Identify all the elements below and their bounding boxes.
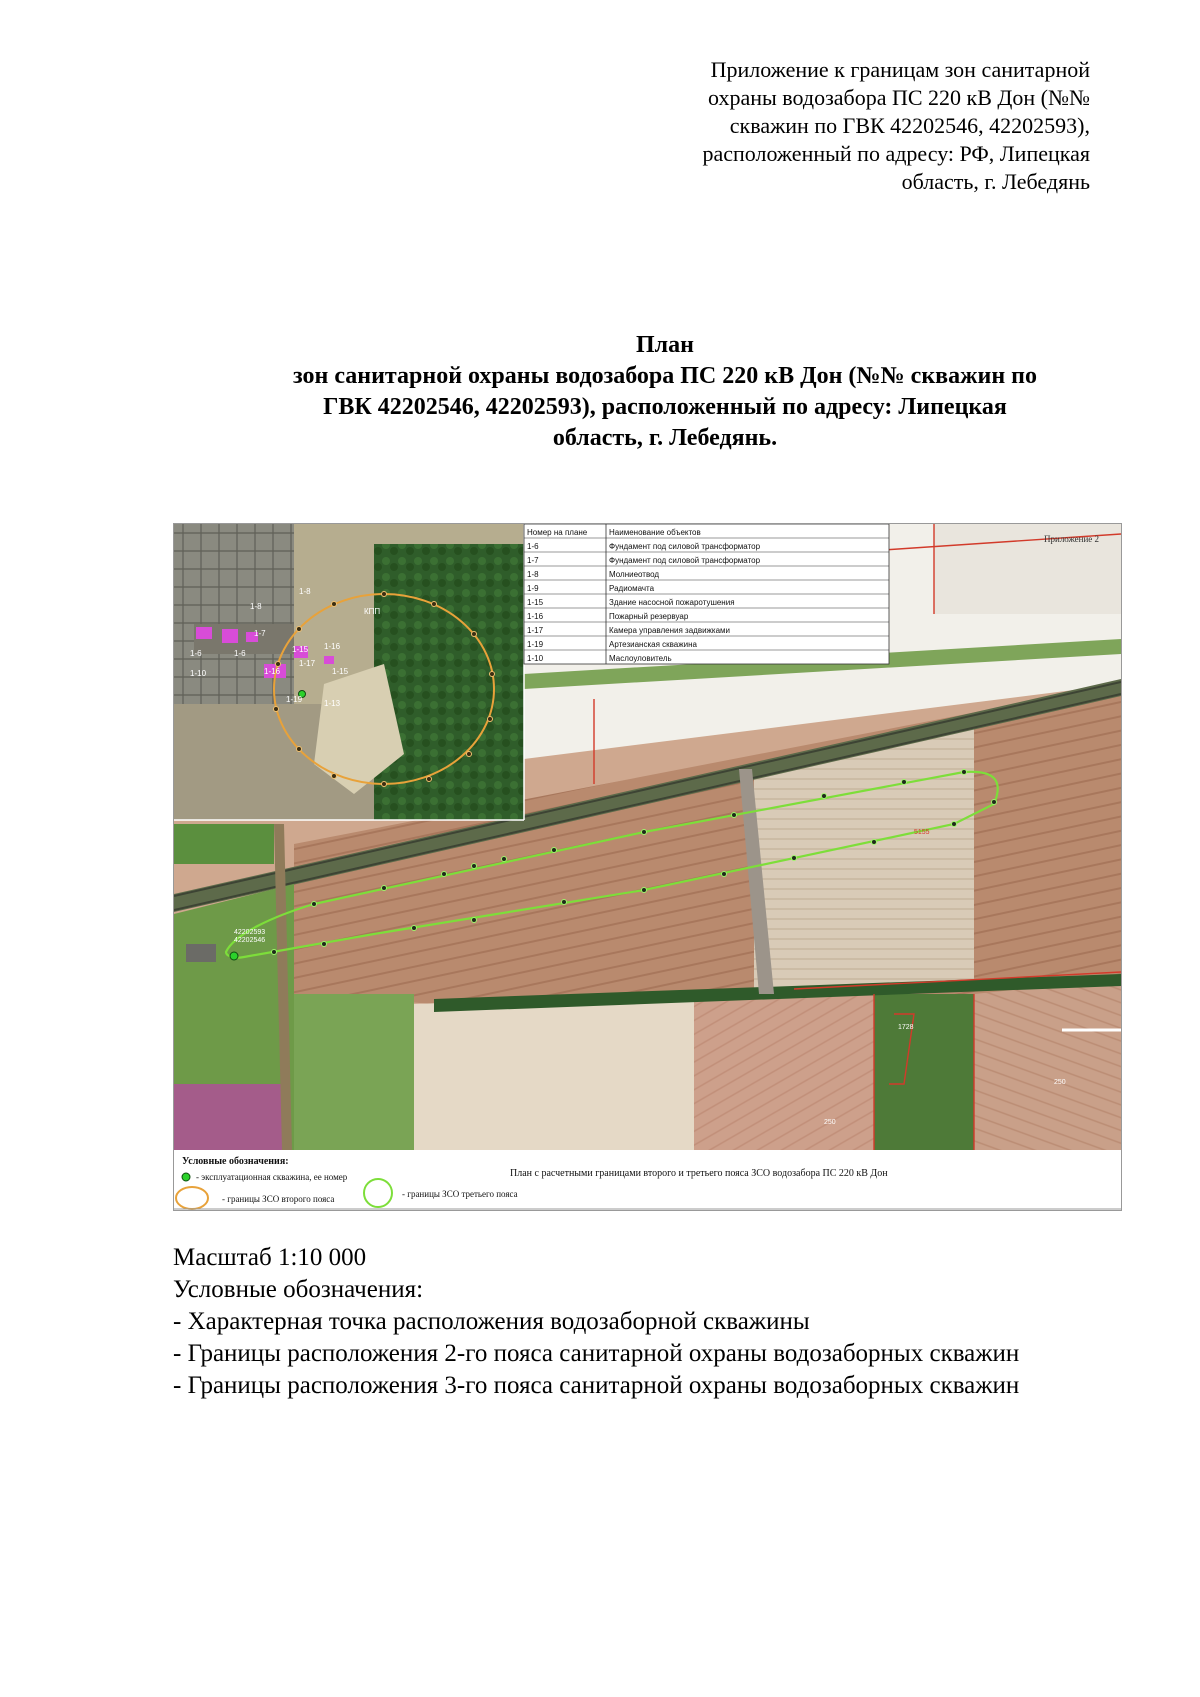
table-cell: 1-6 (527, 542, 539, 551)
inset-label: 1-10 (190, 669, 207, 678)
caption-legend-item: - Границы расположения 3-го пояса санитарной охраны водозаборных скважин (173, 1372, 1020, 1399)
well-number-label: 42202546 (234, 937, 266, 944)
map-legend (174, 1150, 1121, 1210)
inset-label: 1-17 (299, 659, 316, 668)
scale-text: Масштаб 1:10 000 (173, 1244, 367, 1271)
vegetation-left (174, 824, 274, 864)
well-point (230, 952, 238, 960)
objects-table (524, 524, 889, 664)
field-purple (174, 1084, 284, 1150)
legend-well-symbol (182, 1173, 190, 1181)
plan-subtitle-line: область, г. Лебедянь. (552, 425, 778, 451)
annex-note-line: расположенный по адресу: РФ, Липецкая (702, 141, 1090, 166)
inset-label: 1-15 (292, 645, 309, 654)
table-cell: Маслоуловитель (609, 654, 672, 663)
legend-zone3-text: - границы ЗСО третьего пояса (402, 1189, 518, 1199)
table-header: Номер на плане (527, 528, 588, 537)
annex-note-line: Приложение к границам зон санитарной (710, 57, 1090, 82)
table-cell: 1-10 (527, 654, 544, 663)
table-cell: 1-7 (527, 556, 539, 565)
table-cell: 1-8 (527, 570, 539, 579)
field-lower-beige (414, 994, 694, 1150)
caption-legend-item: - Границы расположения 2-го пояса санитарной охраны водозаборных скважин (173, 1340, 1020, 1367)
map-plan-caption: План с расчетными границами второго и третьего пояса ЗСО водозабора ПС 220 кВ Дон (510, 1168, 888, 1179)
annex-note-line: область, г. Лебедянь (901, 169, 1090, 194)
table-cell: 1-16 (527, 612, 544, 621)
plan-title: План (636, 332, 694, 358)
inset-label: 1-13 (324, 699, 341, 708)
table-cell: 1-9 (527, 584, 539, 593)
legend-well-text: - эксплуатационная скважина, ее номер (196, 1172, 348, 1182)
table-cell: Фундамент под силовой трансформатор (609, 556, 761, 565)
inset-label: 1-8 (250, 602, 262, 611)
well-number-label: 42202593 (234, 929, 266, 936)
plan-heading (205, 330, 1125, 454)
inset-label-kpp: КПП (364, 607, 381, 616)
field-lower-right (974, 979, 1121, 1150)
field-number-label: 250 (824, 1119, 836, 1126)
table-cell: Пожарный резервуар (609, 612, 689, 621)
inset-label: 1-7 (254, 629, 266, 638)
inset-label: 1-6 (234, 649, 246, 658)
well-building (186, 944, 216, 962)
table-header: Наименование объектов (609, 528, 701, 537)
table-cell: Артезианская скважина (609, 640, 697, 649)
zso-plan-map (173, 523, 1122, 1211)
inset-label: 1-6 (190, 649, 202, 658)
field-number-label: 5155 (914, 829, 930, 836)
field-number-label: 1728 (898, 1024, 914, 1031)
table-cell: Здание насосной пожаротушения (609, 598, 735, 607)
inset-label: 1-16 (324, 642, 341, 651)
table-cell: Молниеотвод (609, 570, 660, 579)
caption-legend-item: - Характерная точка расположения водозаборной скважины (173, 1308, 810, 1335)
legend-zone2-text: - границы ЗСО второго пояса (222, 1194, 335, 1204)
inset-label: 1-15 (332, 667, 349, 676)
forest-strip (874, 994, 974, 1150)
table-cell: 1-19 (527, 640, 544, 649)
field-lower-green (294, 994, 414, 1150)
map-image (174, 524, 1121, 1210)
field-lower-pink (694, 989, 874, 1150)
annex-note (630, 56, 1090, 196)
caption-legend-title: Условные обозначения: (173, 1276, 424, 1303)
table-cell: Фундамент под силовой трансформатор (609, 542, 761, 551)
plan-subtitle-line: ГВК 42202546, 42202593), расположенный по адресу: Липецкая (323, 394, 1007, 420)
annex-corner-label: Приложение 2 (1044, 534, 1100, 544)
map-caption (173, 1242, 1093, 1402)
inset-substation-map (174, 524, 524, 820)
annex-note-line: скважин по ГВК 42202546, 42202593), (729, 113, 1090, 138)
inset-label: 1-8 (299, 587, 311, 596)
inset-label: 1-19 (286, 695, 303, 704)
field-number-label: 250 (1054, 1079, 1066, 1086)
inset-label: 1-16 (264, 667, 281, 676)
table-cell: 1-15 (527, 598, 544, 607)
table-cell: Радиомачта (609, 584, 655, 593)
annex-note-line: охраны водозабора ПС 220 кВ Дон (№№ (708, 85, 1090, 110)
table-cell: Камера управления задвижками (609, 626, 730, 635)
plan-subtitle-line: зон санитарной охраны водозабора ПС 220 кВ Дон (№№ скважин по (293, 363, 1037, 389)
legend-title: Условные обозначения: (182, 1156, 289, 1167)
table-cell: 1-17 (527, 626, 544, 635)
